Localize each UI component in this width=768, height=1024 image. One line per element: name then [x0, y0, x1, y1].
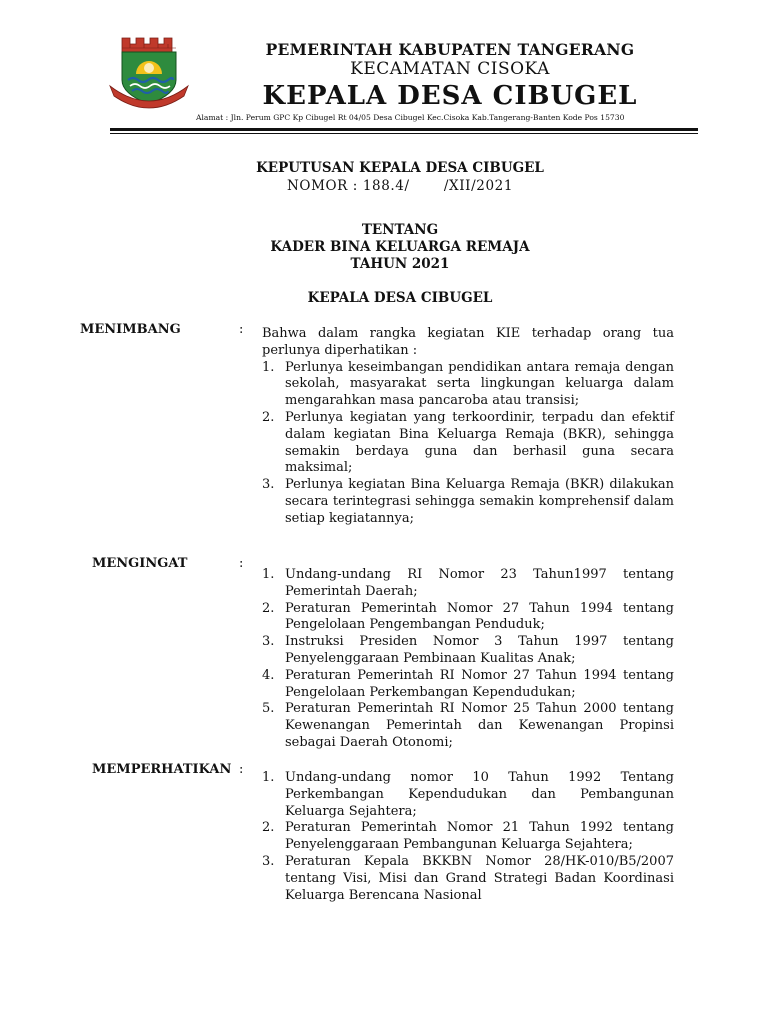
list-item-number: 3. — [262, 477, 275, 493]
list-item — [262, 477, 674, 527]
mengingat-label: MENGINGAT — [92, 556, 188, 571]
list-item-number: 3. — [262, 634, 275, 650]
list-item-text: Perlunya kegiatan yang terkoordinir, terpadu dan efektif dalam kegiatan Bina Keluarga Remaja (BKR), sehingga semakin berdaya guna dan berhasil guna secara maksimal; — [285, 409, 674, 476]
list-item — [262, 701, 674, 751]
list-item-text: Peraturan Pemerintah Nomor 21 Tahun 1992 tentang Penyelenggaraan Pembangunan Keluarga Sejahtera; — [285, 820, 674, 853]
memperhatikan-body — [262, 770, 674, 904]
decree-about: TENTANG — [361, 222, 439, 238]
list-item-text: Undang-undang RI Nomor 23 Tahun1997 tentang Pemerintah Daerah; — [285, 567, 674, 599]
regency-emblem-logo — [104, 34, 194, 118]
memperhatikan-list — [262, 770, 674, 904]
list-item-number: 2. — [262, 600, 275, 616]
list-item — [262, 601, 674, 635]
list-item — [262, 634, 674, 668]
memperhatikan-colon: : — [239, 762, 244, 777]
menimbang-intro: Bahwa dalam rangka kegiatan KIE terhadap orang tua perlunya diperhatikan : — [262, 326, 674, 358]
mengingat-colon: : — [239, 556, 244, 571]
list-item-text: Perlunya kegiatan Bina Keluarga Remaja (BKR) dilakukan secara terintegrasi sehingga semakin komprehensif dalam setiap kegiatannya; — [285, 477, 674, 526]
list-item — [262, 567, 674, 601]
letterhead-office: KEPALA DESA CIBUGEL — [262, 81, 638, 111]
list-item-text: Instruksi Presiden Nomor 3 Tahun 1997 tentang Penyelenggaraan Pembinaan Kualitas Anak; — [285, 634, 674, 666]
decree-year: TAHUN 2021 — [350, 256, 450, 272]
list-item — [262, 360, 674, 410]
list-item — [262, 820, 674, 854]
menimbang-label: MENIMBANG — [80, 322, 181, 337]
menimbang-body — [262, 326, 674, 528]
list-item-text: Peraturan Pemerintah Nomor 27 Tahun 1994 tentang Pengelolaan Pengembangan Penduduk; — [285, 600, 674, 633]
decree-number: NOMOR : 188.4/ /XII/2021 — [286, 178, 514, 194]
list-item-number: 4. — [262, 667, 275, 683]
memperhatikan-label: MEMPERHATIKAN — [92, 762, 232, 777]
decree-title: KEPUTUSAN KEPALA DESA CIBUGEL — [256, 160, 544, 176]
list-item-number: 2. — [262, 409, 275, 425]
mengingat-body — [262, 567, 674, 752]
list-item-text: Peraturan Pemerintah RI Nomor 27 Tahun 1994 tentang Pengelolaan Perkembangan Kependudukan; — [285, 667, 674, 700]
list-item-number: 5. — [262, 701, 275, 717]
list-item — [262, 770, 674, 820]
list-item-text: Peraturan Pemerintah RI Nomor 25 Tahun 2000 tentang Kewenangan Pemerintah dan Kewenangan Propinsi sebagai Daerah Otonomi; — [285, 701, 674, 750]
menimbang-colon: : — [239, 322, 244, 337]
mengingat-list — [262, 567, 674, 752]
list-item-number: 1. — [262, 567, 275, 582]
list-item — [262, 410, 674, 477]
letterhead-district: KECAMATAN CISOKA — [350, 59, 550, 79]
decree-subject: KADER BINA KELUARGA REMAJA — [270, 239, 530, 255]
list-item-number: 2. — [262, 820, 275, 836]
list-item — [262, 854, 674, 904]
letterhead-rule-thick — [110, 128, 698, 131]
letterhead-rule-thin — [110, 133, 698, 134]
list-item-number: 1. — [262, 770, 275, 785]
letterhead-address: Alamat : Jln. Perum GPC Kp Cibugel Rt 04/05 Desa Cibugel Kec.Cisoka Kab.Tangerang-Banten Kode Pos 15730 — [196, 113, 625, 122]
letterhead-government: PEMERINTAH KABUPATEN TANGERANG — [265, 40, 635, 59]
menimbang-list — [262, 360, 674, 528]
list-item-number: 3. — [262, 853, 275, 869]
list-item — [262, 668, 674, 702]
list-item-text: Perlunya keseimbangan pendidikan antara remaja dengan sekolah, masyarakat serta lingkungan keluarga dalam mengarahkan masa pancaroba atau transisi; — [285, 359, 674, 409]
decree-issuer: KEPALA DESA CIBUGEL — [307, 290, 493, 306]
list-item-text: Undang-undang nomor 10 Tahun 1992 Tentang Perkembangan Kependudukan dan Pembangunan Keluarga Sejahtera; — [285, 770, 674, 819]
list-item-number: 1. — [262, 359, 275, 375]
list-item-text: Peraturan Kepala BKKBN Nomor 28/HK-010/B5/2007 tentang Visi, Misi dan Grand Strategi Badan Koordinasi Keluarga Berencana Nasional — [285, 853, 674, 903]
